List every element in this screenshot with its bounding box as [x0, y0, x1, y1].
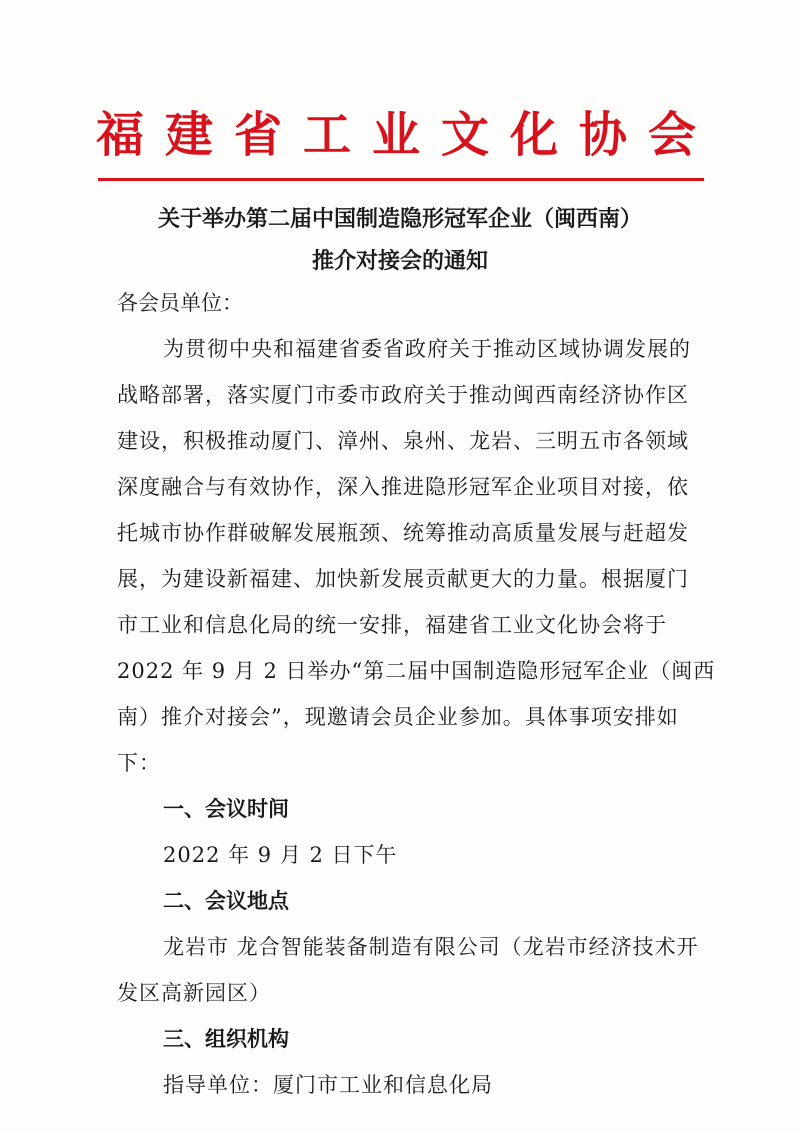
section-heading-meeting-venue: 二、会议地点 [163, 889, 289, 913]
body-line: 南）推介对接会”，现邀请会员企业参加。具体事项安排如 [117, 705, 679, 729]
notice-title-line-2: 推介对接会的通知 [311, 249, 488, 274]
body-line: 市工业和信息化局的统一安排，福建省工业文化协会将于 [117, 613, 667, 637]
body-line: 下： [117, 751, 161, 775]
body-line: 2022 年 9 月 2 日举办“第二届中国制造隐形冠军企业（闽西 [117, 659, 716, 683]
section-content-meeting-venue: 龙岩市 龙合智能装备制造有限公司（龙岩市经济技术开 [163, 935, 699, 959]
section-heading-organization: 三、组织机构 [163, 1027, 289, 1051]
section-content-meeting-venue: 发区高新园区） [117, 981, 271, 1005]
body-line: 托城市协作群破解发展瓶颈、统筹推动高质量发展与赶超发 [117, 521, 689, 545]
section-heading-meeting-time: 一、会议时间 [163, 797, 289, 821]
body-line: 展，为建设新福建、加快新发展贡献更大的力量。根据厦门 [117, 567, 689, 591]
section-content-meeting-time: 2022 年 9 月 2 日下午 [163, 843, 398, 867]
body-line: 建设，积极推动厦门、漳州、泉州、龙岩、三明五市各领域 [117, 429, 689, 453]
body-line: 深度融合与有效协作，深入推进隐形冠军企业项目对接，依 [117, 475, 689, 499]
letterhead-org-name: 福建省工业文化协会 [96, 107, 718, 163]
section-content-organization: 指导单位：厦门市工业和信息化局 [163, 1073, 493, 1097]
notice-title-line-1: 关于举办第二届中国制造隐形冠军企业（闽西南） [157, 207, 642, 232]
body-line: 战略部署，落实厦门市委市政府关于推动闽西南经济协作区 [117, 383, 689, 407]
salutation: 各会员单位： [117, 291, 243, 315]
body-line: 为贯彻中央和福建省委省政府关于推动区域协调发展的 [163, 337, 691, 361]
letterhead-red-rule [98, 178, 704, 181]
